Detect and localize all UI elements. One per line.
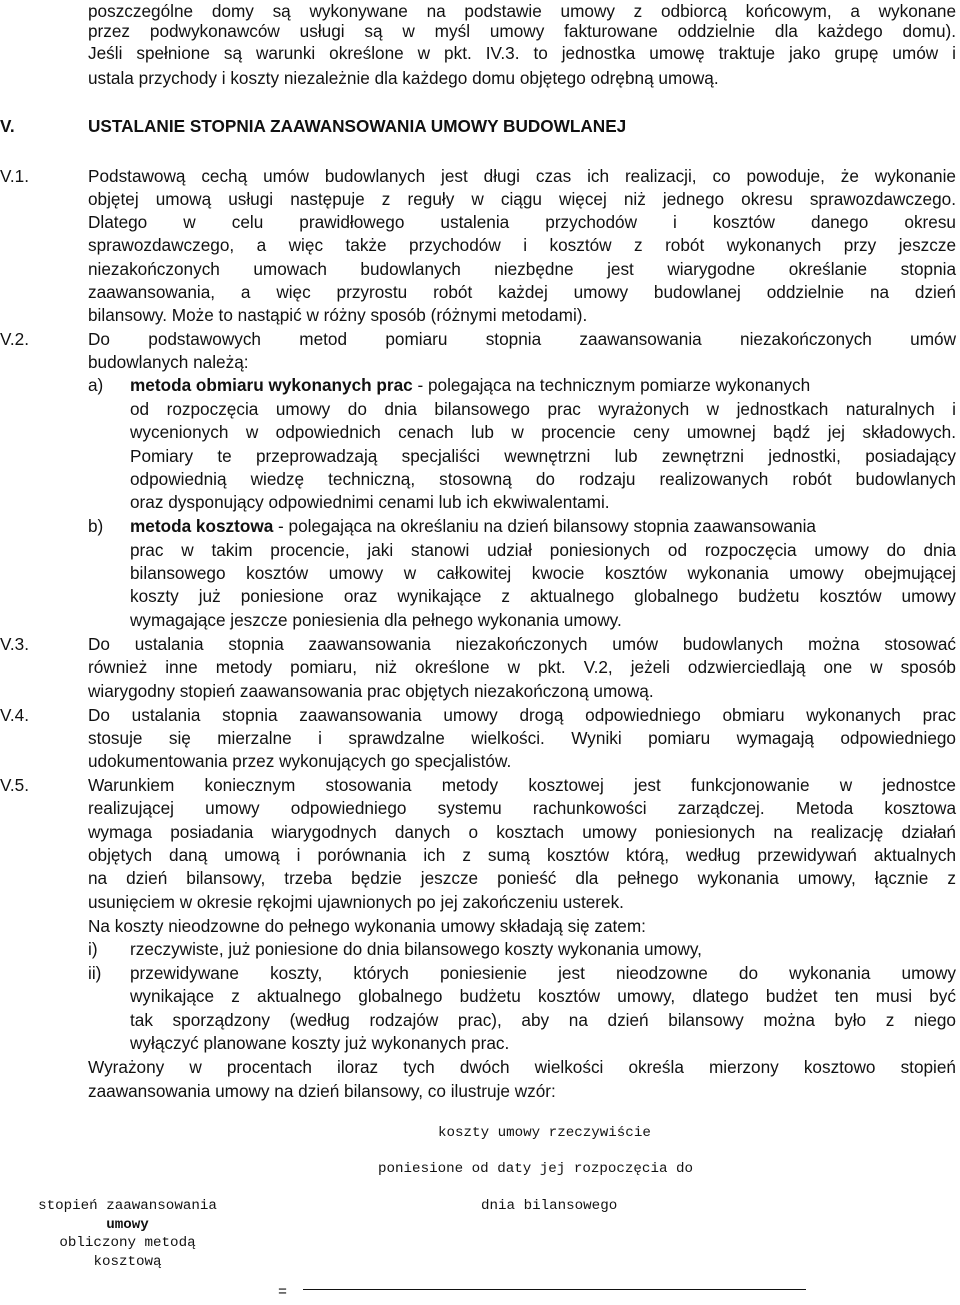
formula-left-line: obliczony metodą xyxy=(59,1235,196,1251)
paragraph-line: objętej umową usługi następuje z reguły w ciągu więcej niż jednego okresu sprawozdawczego. xyxy=(88,189,956,209)
formula-left-line: kosztową xyxy=(93,1253,162,1270)
paragraph-line: Na koszty nieodzowne do pełnego wykonania umowy składają się zatem: xyxy=(88,916,646,936)
paragraph-line: Warunkiem koniecznym stosowania metody kosztowej jest funkcjonowanie w jednostce xyxy=(88,775,956,795)
list-item-line: od rozpoczęcia umowy do dnia bilansowego prac wyrażonych w jednostkach naturalnych i xyxy=(130,399,956,419)
paragraph-line: bilansowy. Może to nastąpić w różny sposób (różnymi metodami). xyxy=(88,305,588,325)
list-item-line: odpowiednią wiedzę techniczną, stosowną do rodzaju realizowanych robót budowlanych xyxy=(130,469,956,489)
list-item-first-line xyxy=(130,374,956,397)
paragraph-line: zaawansowania umowy na dzień bilansowy, co ilustruje wzór: xyxy=(88,1081,556,1101)
paragraph-line: również inne metody pomiaru, niż określone w pkt. V.2, jeżeli odzwierciedlają one w sposób xyxy=(88,657,956,677)
paragraph-line: wiarygodny stopień zaawansowania prac objętych niezakończoną umową. xyxy=(88,681,654,701)
paragraph-line: Do podstawowych metod pomiaru stopnia zaawansowania niezakończonych umów xyxy=(88,329,956,349)
paragraph-number: V.3. xyxy=(0,634,29,654)
formula-equals-sign: = xyxy=(278,1284,288,1301)
list-item-line: przewidywane koszty, których poniesienie jest nieodzowne do wykonania umowy xyxy=(130,963,956,983)
section-title: USTALANIE STOPNIA ZAAWANSOWANIA UMOWY BUDOWLANEJ xyxy=(88,116,627,136)
paragraph-number: V.5. xyxy=(0,775,29,795)
paragraph-line: objętych daną umową i porównania ich z sumą kosztów którą, według przewidywań aktualnych xyxy=(88,845,956,865)
paragraph-line: Podstawową cechą umów budowlanych jest długi czas ich realizacji, co powoduje, że wykonanie xyxy=(88,166,956,186)
intro-line: ustala przychody i koszty niezależnie dla każdego domu objętego odrębną umową. xyxy=(88,68,719,88)
formula-left-line: stopień zaawansowania xyxy=(38,1198,217,1214)
method-name: metoda kosztowa xyxy=(130,516,274,536)
list-item-line: bilansowego kosztów umowy w całkowitej kwocie kosztów wykonania umowy obejmującej xyxy=(130,563,956,583)
paragraph-line: Wyrażony w procentach iloraz tych dwóch wielkości określa mierzony kosztowo stopień xyxy=(88,1057,956,1077)
method-name: metoda obmiaru wykonanych prac xyxy=(130,375,413,395)
formula-numerator-line: poniesione od daty jej rozpoczęcia do xyxy=(378,1161,694,1177)
paragraph-line: Do ustalania stopnia zaawansowania umowy drogą odpowiedniego obmiaru wykonanych prac xyxy=(88,705,956,725)
formula-numerator-line: dnia bilansowego xyxy=(481,1198,618,1214)
formula-left-line: umowy xyxy=(106,1216,149,1233)
list-item-line: Pomiary te przeprowadzają specjaliści wewnętrzni lub zewnętrzni jednostki, posiadający xyxy=(130,446,956,466)
formula-numerator-line: koszty umowy rzeczywiście xyxy=(438,1125,651,1141)
list-item-line: koszty już poniesione oraz wynikające z aktualnego globalnego budżetu kosztów umowy xyxy=(130,586,956,606)
paragraph-line: niezakończonych umowach budowlanych niezbędne jest wiarygodne określanie stopnia xyxy=(88,259,956,279)
list-item-line: wycenionych w odpowiednich cenach lub w procencie ceny umownej bądź jej składowych. xyxy=(130,422,956,442)
list-item-line: wymagające jeszcze poniesienia dla pełnego wykonania umowy. xyxy=(130,610,622,630)
list-item-line: wynikające z aktualnego globalnego budżetu kosztów umowy, dlatego budżet ten musi być xyxy=(130,986,956,1006)
paragraph-line: stosuje się mierzalne i sprawdzalne wielkości. Wyniki pomiaru wymagają odpowiedniego xyxy=(88,728,956,748)
list-item-first-line xyxy=(130,515,956,538)
formula-left-side xyxy=(0,1197,255,1271)
list-item-line: rzeczywiste, już poniesione do dnia bilansowego koszty wykonania umowy, xyxy=(130,939,702,959)
section-number: V. xyxy=(0,116,15,136)
paragraph-line: na dzień bilansowy, trzeba będzie jeszcze ponieść dla pełnego wykonania umowy, łącznie z xyxy=(88,868,956,888)
paragraph-number: V.4. xyxy=(0,705,29,725)
method-description: - polegająca na określaniu na dzień bilansowy stopnia zaawansowania xyxy=(273,516,816,536)
intro-line: poszczególne domy są wykonywane na podstawie umowy z odbiorcą końcowym, a wykonane xyxy=(88,1,956,21)
paragraph-number: V.2. xyxy=(0,329,29,349)
paragraph-line: udokumentowania przez wykonujących go specjalistów. xyxy=(88,751,512,771)
paragraph-line: usunięciem w okresie rękojmi ujawnionych po jej zakończeniu usterek. xyxy=(88,892,624,912)
paragraph-line: wymaga posiadania wiarygodnych danych o kosztach umowy poniesionych na realizację działań xyxy=(88,822,956,842)
paragraph-line: sprawozdawczego, a więc także przychodów i kosztów z robót wykonanych przy jeszcze xyxy=(88,235,956,255)
paragraph-line: zaawansowania, a więc przyrostu robót każdej umowy budowlanej oddzielnie na dzień xyxy=(88,282,956,302)
method-description: - polegająca na technicznym pomiarze wykonanych xyxy=(412,375,811,395)
paragraph-line: Dlatego w celu prawidłowego ustalenia przychodów i kosztów danego okresu xyxy=(88,212,956,232)
paragraph-number: V.1. xyxy=(0,166,29,186)
list-label: i) xyxy=(88,939,98,959)
paragraph-line: Do ustalania stopnia zaawansowania niezakończonych umów budowlanych można stosować xyxy=(88,634,956,654)
paragraph-line: realizującej umowy odpowiedniego systemu rachunkowości zarządczej. Metoda kosztowa xyxy=(88,798,956,818)
list-item-line: prac w takim procencie, jaki stanowi udział poniesionych od rozpoczęcia umowy do dnia xyxy=(130,540,956,560)
list-label: a) xyxy=(88,375,104,395)
list-label: ii) xyxy=(88,963,102,983)
list-label: b) xyxy=(88,516,104,536)
intro-line: przez podwykonawców usługi są w myśl umowy fakturowane oddzielnie dla każdego domu). xyxy=(88,21,956,41)
paragraph-line: budowlanych należą: xyxy=(88,352,249,372)
list-item-line: wyłączyć planowane koszty już wykonanych prac. xyxy=(130,1033,510,1053)
formula-fraction-line xyxy=(303,1289,806,1290)
intro-line: Jeśli spełnione są warunki określone w pkt. IV.3. to jednostka umowę traktuje jako grupę umów i xyxy=(88,43,956,63)
list-item-line: tak sporządzony (według rodzajów prac), aby na dzień bilansowy można było z niego xyxy=(130,1010,956,1030)
list-item-line: oraz dysponujący odpowiednimi cenami lub ich ekwiwalentami. xyxy=(130,492,610,512)
